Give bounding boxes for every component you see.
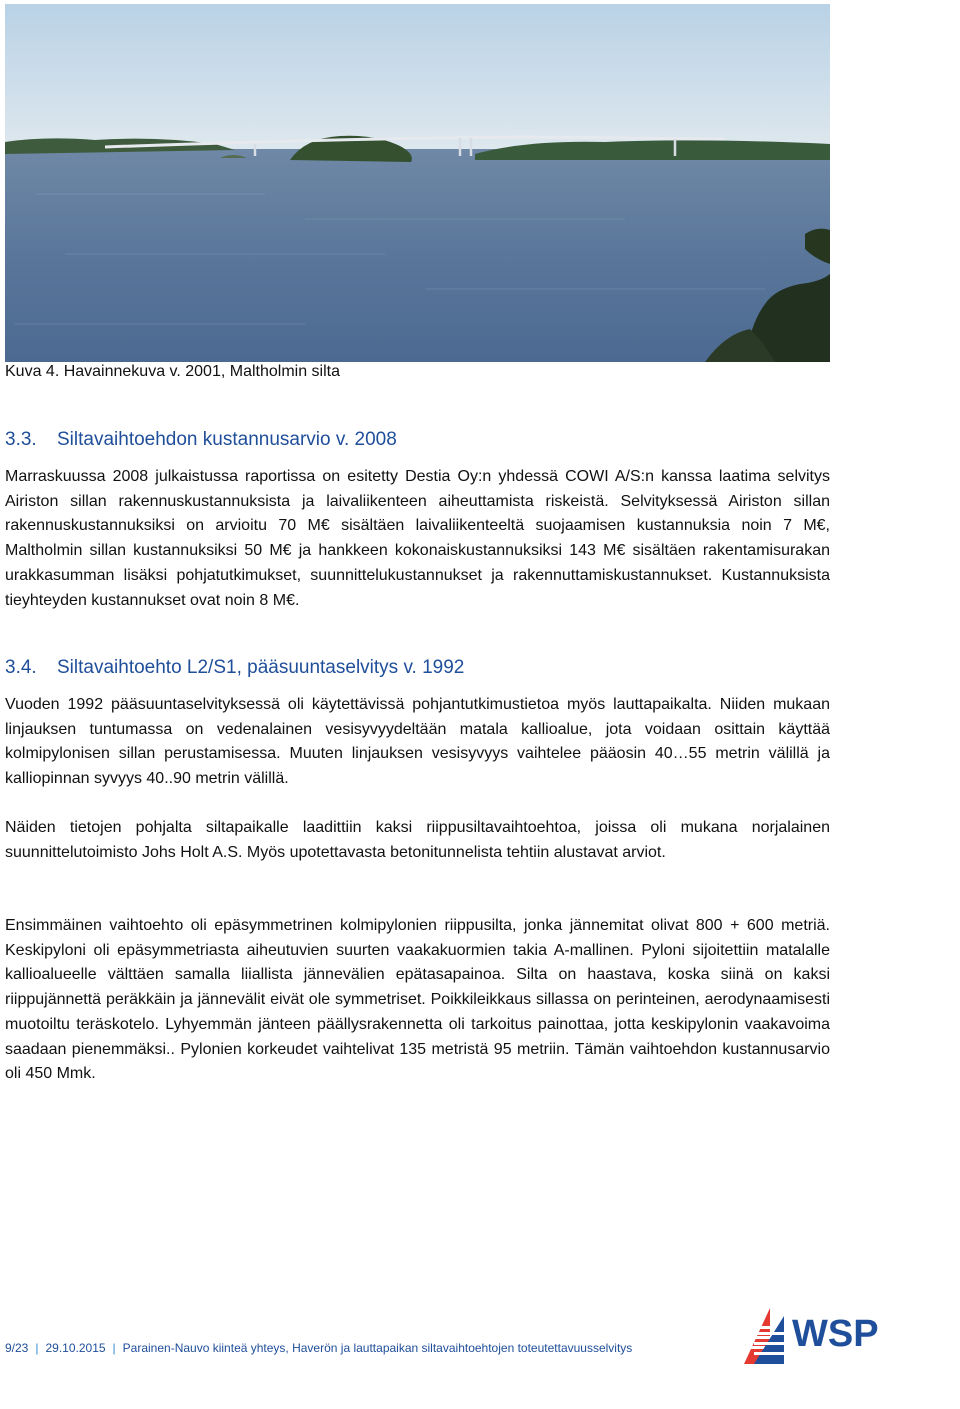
page-number: 9/23: [5, 1341, 29, 1355]
footer-title: Parainen-Nauvo kiinteä yhteys, Haverön ja lauttapaikan siltavaihtoehtojen toteutettavuusselvitys: [122, 1341, 633, 1355]
wsp-logo-icon: [740, 1306, 912, 1366]
wsp-logo: [740, 1306, 912, 1366]
figure-caption: Kuva 4. Havainnekuva v. 2001, Maltholmin silta: [5, 363, 340, 380]
logo-text: WSP: [792, 1313, 879, 1355]
page-footer: [5, 1339, 632, 1357]
section-number: 3.3.: [5, 429, 37, 450]
section-title: Siltavaihtoehdon kustannusarvio v. 2008: [57, 429, 397, 450]
section-heading-3-4: [5, 656, 464, 680]
section-number: 3.4.: [5, 657, 37, 678]
separator: |: [112, 1341, 116, 1355]
separator: |: [35, 1341, 39, 1355]
section-heading-3-3: [5, 428, 397, 452]
photo-bridge-over-water-icon: [5, 4, 830, 362]
paragraph-alternatives: Näiden tietojen pohjalta siltapaikalle laadittiin kaksi riippusiltavaihtoehtoa, joissa oli mukana norjalainen suunnittelutoimisto Johs Holt A.S. Myös upotettavasta betonitunnelista tehtiin alustavat arviot.: [5, 819, 830, 861]
bridge-photo: [5, 4, 830, 362]
paragraph-survey-1992: Vuoden 1992 pääsuuntaselvityksessä oli käytettävissä pohjantutkimustietoa myös lauttapaikalta. Niiden mukaan linjauksen tuntumassa on vedenalainen vesisyvyydeltään matala kallioalue, jota voidaan osittain käyttää kolmipylonisen sillan perustamisessa. Muuten linjauksen vesisyvyys vaihtelee pääosin 40…55 metrin välillä ja kalliopinnan syvyys 40..90 metrin välillä.: [5, 696, 830, 788]
paragraph-cost-estimate: Marraskuussa 2008 julkaistussa raportissa on esitetty Destia Oy:n yhdessä COWI A/S:n kanssa laatima selvitys Airiston sillan rakennuskustannuksista ja laivaliikenteen aiheuttamista riskeistä. Selvityksessä Airiston sillan rakennuskustannuksiksi on arvioitu 70 M€ sisältäen laivaliikenteeltä suojaamisen kustannuksia noin 7 M€, Maltholmin sillan kustannuksiksi 50 M€ ja hankkeen kokonaiskustannuksiksi 143 M€ sisältäen rakentamisurakan urakkasumman lisäksi pohjatutkimukset, suunnittelukustannukset ja rakennuttamiskustannukset. Kustannuksista tieyhteyden kustannukset ovat noin 8 M€.: [5, 468, 830, 609]
section-title: Siltavaihtoehto L2/S1, pääsuuntaselvitys v. 1992: [57, 657, 465, 678]
paragraph-first-alternative: Ensimmäinen vaihtoehto oli epäsymmetrinen kolmipylonien riippusilta, jonka jännemitat olivat 800 + 600 metriä. Keskipyloni oli epäsymmetriasta aiheutuvien suurten vaakakuormien takia A-mallinen. Pyloni sijoitettiin matalalle kallioalueelle välttäen samalla liiallista jännevälien epätasapainoa. Silta on haastava, koska siinä on kaksi riippujännettä peräkkäin ja jännevälit eivät ole symmetriset. Poikkileikkaus sillassa on perinteinen, aerodynaamisesti muotoiltu teräskotelo. Lyhyemmän jänteen päällysrakennetta oli tarkoitus painottaa, jotta keskipylonin vaakavoima saadaan pienemmäksi.. Pylonien korkeudet vaihtelivat 135 metristä 95 metriin. Tämän vaihtoehdon kustannusarvio oli 450 Mmk.: [5, 917, 830, 1083]
footer-date: 29.10.2015: [45, 1341, 106, 1355]
